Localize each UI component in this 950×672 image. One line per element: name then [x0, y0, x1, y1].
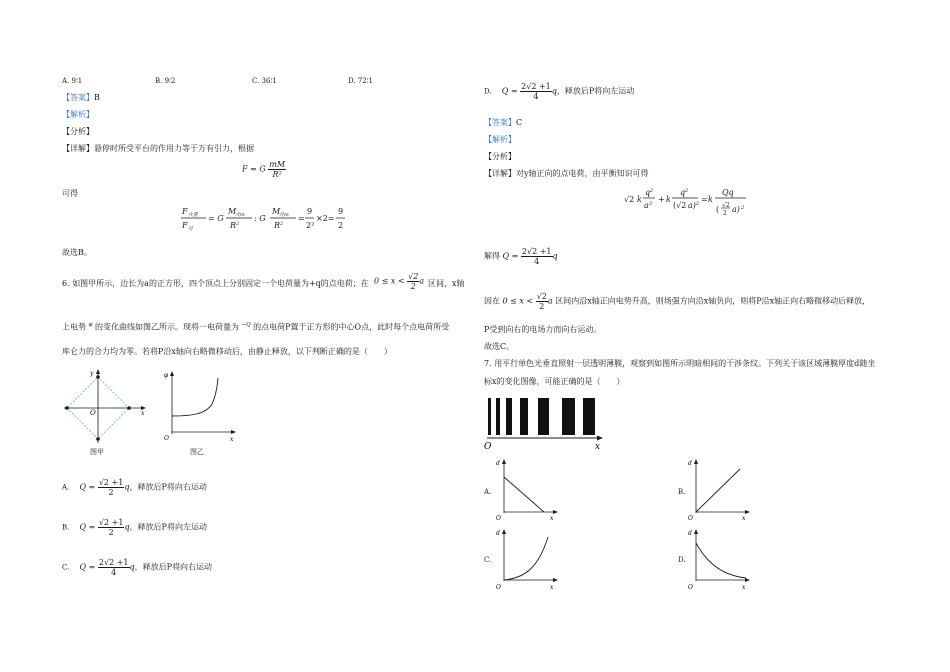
- q6-d-tail: ，释放后P将向左运动: [556, 86, 635, 96]
- detail-text: 悬停时所受平台的作用力等于万有引力，根据: [94, 144, 254, 153]
- q6-b-fraction: [98, 518, 125, 537]
- q6-a-tail: ，释放后P将向右运动: [129, 482, 207, 492]
- option-d-q5: D. 72∶1: [348, 77, 373, 85]
- svg-text:k: k: [637, 195, 642, 204]
- solution-num: 2√2 +1: [521, 247, 552, 256]
- q6-range: [374, 272, 424, 291]
- analysis-tag-q6: 【解析】: [484, 135, 516, 144]
- answer-line: [62, 93, 100, 103]
- detail-line: [62, 144, 254, 154]
- svg-text:×2=: ×2=: [316, 214, 335, 223]
- q6-line2: [62, 320, 449, 333]
- svg-text:k: k: [708, 195, 713, 204]
- reason-a: a: [547, 296, 553, 306]
- svg-text:M: M: [272, 207, 281, 216]
- svg-text:月: 月: [188, 226, 194, 232]
- svg-text:=: =: [298, 214, 305, 223]
- solution-q-small: q: [552, 251, 558, 261]
- q6-a-den: 2: [108, 488, 114, 497]
- q6-a-fraction: [98, 478, 125, 497]
- reason-start: 因在: [484, 296, 500, 306]
- svg-text:k: k: [666, 195, 671, 204]
- a-o: O: [496, 515, 501, 522]
- q7-line2: 标x的变化图像，可能正确的是（ ）: [484, 377, 625, 386]
- analysis-tag: 【解析】: [62, 110, 94, 119]
- svg-text:a): a): [732, 205, 740, 214]
- range-den: 2: [410, 282, 416, 291]
- balance-equation: [622, 184, 752, 220]
- option-c-q5: C. 36∶1: [252, 77, 277, 85]
- q6-line1: [62, 279, 369, 289]
- svg-text:火星: 火星: [188, 212, 199, 218]
- q7-text-1: 用平行单色光垂直照射一层透明薄膜，观察到如图所示明暗相间的干涉条纹。下列关于该区域薄膜厚度d随坐: [494, 359, 876, 368]
- range-num: √2: [408, 272, 419, 281]
- q6-text-1: 如图甲所示，边长为a的正方形，四个顶点上分别固定一个电荷量为+q的点电荷；在: [72, 279, 369, 288]
- c-x: x: [550, 584, 554, 591]
- figure-jia: [62, 365, 152, 445]
- q6-d-fraction: [520, 82, 552, 101]
- detail-label-q6: 【详解】: [484, 169, 516, 178]
- q7-option-d-label: D.: [678, 556, 686, 564]
- q6-b-label: B.: [62, 523, 70, 532]
- reason-range-lhs: 0 ≤ x <: [502, 296, 534, 306]
- q6-option-a: A. Q = $\frac{√2 +1}{2}$ q，释放后P将向右运动: [62, 478, 207, 497]
- svg-text:F: F: [182, 207, 188, 216]
- q6-c-fraction: [98, 558, 130, 577]
- q6-b-q-small: q: [124, 522, 130, 532]
- q6-c-q: Q: [79, 562, 87, 572]
- d-d: d: [688, 530, 692, 537]
- svg-text:√2: √2: [722, 202, 730, 209]
- svg-text:q: q: [645, 188, 651, 197]
- svg-text:2: 2: [338, 221, 344, 230]
- svg-text:a: a: [644, 201, 649, 210]
- q7-option-b-label: B.: [678, 488, 686, 496]
- figure-yi: [162, 368, 242, 443]
- range-fraction: [407, 272, 419, 291]
- q6-a-label: A.: [62, 483, 70, 492]
- svg-text:+: +: [658, 195, 665, 204]
- svg-text:2²: 2²: [306, 221, 315, 230]
- fringe-origin: O: [484, 442, 492, 452]
- b-o: O: [688, 515, 693, 522]
- q6-d-num: 2√2 +1: [521, 82, 551, 91]
- q6-line1-end: 区间，x轴: [428, 279, 465, 288]
- detail-line-q6: [484, 169, 649, 179]
- conclusion-q6: 故选C。: [484, 342, 515, 351]
- q6-option-d: D. Q = $\frac{2√2 +1}{4}$ q，释放后P将向左运动: [484, 82, 635, 101]
- solution-den: 4: [534, 257, 540, 266]
- q6-d-den: 4: [533, 92, 539, 101]
- conclusion-q5: 故选B。: [62, 248, 92, 257]
- q7-graph-b: [684, 457, 754, 522]
- svg-text:(: (: [716, 205, 720, 214]
- svg-text:2: 2: [723, 210, 727, 217]
- b-x: x: [742, 515, 746, 522]
- svg-text:q: q: [680, 188, 686, 197]
- q6-c-label: C.: [62, 563, 70, 572]
- q6-c-den: 4: [111, 568, 117, 577]
- fringe-x: x: [595, 442, 601, 452]
- solution-q: Q: [502, 251, 510, 261]
- answer-value-q6: C: [516, 118, 523, 127]
- solution-fraction: [521, 247, 553, 266]
- svg-text:a): a): [688, 201, 696, 210]
- formula-num: mM: [269, 160, 286, 169]
- jiede-label: 解得: [484, 251, 500, 261]
- yi-phi-label: φ: [164, 372, 169, 379]
- svg-text:F: F: [182, 221, 188, 230]
- yi-origin-label: O: [164, 435, 169, 442]
- reason-line2: P受到向右的电场力而向右运动。: [484, 325, 602, 334]
- formula-lhs: F = G: [242, 164, 266, 174]
- svg-text:2: 2: [236, 221, 240, 227]
- q6-c-num: 2√2 +1: [98, 558, 129, 567]
- q6-d-q-small: q: [551, 86, 557, 96]
- q7-option-c-label: C.: [484, 556, 492, 564]
- solution-line: 解得 Q = $\frac{2√2 +1}{4}$ q: [484, 247, 558, 266]
- option-b-q5: B. 9∶2: [155, 77, 176, 85]
- fenxi-label-q6: 【分析】: [484, 152, 516, 161]
- yi-x-label: x: [230, 436, 234, 443]
- svg-text:Qq: Qq: [722, 188, 734, 197]
- q6-b-den: 2: [108, 528, 114, 537]
- ratio-formula: [180, 205, 350, 233]
- q6-number: 6.: [62, 279, 70, 288]
- reason-fraction: [536, 292, 548, 311]
- formula-fraction: [268, 160, 286, 179]
- a-x: x: [550, 515, 554, 522]
- svg-text:9: 9: [338, 207, 344, 216]
- phi-symbol: φ: [88, 322, 93, 328]
- q6-line2-start: 上电势: [62, 322, 86, 332]
- reason-den: 2: [539, 302, 545, 311]
- q6-line2-mid: 的变化曲线如图乙所示。现将一电荷量为: [94, 322, 239, 332]
- q6-a-q-small: q: [124, 482, 130, 492]
- svg-text:: G: : G: [254, 214, 266, 223]
- svg-text:(√2: (√2: [673, 201, 687, 210]
- svg-text:M: M: [228, 207, 237, 216]
- keyi-text: 可得: [62, 189, 78, 198]
- q7-graph-c: [492, 527, 562, 592]
- reason-mid: 区间内沿x轴正向电势升高，则场强方向沿x轴负向，则将P沿x轴正向右略微移动后释放，: [555, 296, 871, 306]
- jia-origin-label: O: [90, 409, 96, 417]
- option-a-q5: A. 9∶1: [62, 77, 83, 85]
- range-a: a: [419, 276, 425, 286]
- c-d: d: [496, 530, 500, 537]
- svg-text:2: 2: [685, 188, 689, 194]
- formula-den: R²: [272, 170, 282, 179]
- svg-text:R: R: [274, 221, 281, 230]
- neg-q-symbol: −Q: [241, 322, 251, 328]
- fringe-figure: [484, 394, 609, 452]
- q7-option-a-label: A.: [484, 488, 492, 496]
- q6-d-q: Q: [501, 86, 509, 96]
- answer-value: B: [94, 93, 100, 102]
- reason-line: [484, 292, 870, 311]
- answer-tag-q6: 【答案】: [484, 118, 516, 127]
- svg-text:2: 2: [649, 201, 653, 207]
- figure-jia-caption: 图甲: [90, 448, 104, 456]
- q6-line3: 库仑力的合力均为零。若将P沿x轴向右略微移动后，由静止释放，以下判断正确的是（ ）: [62, 347, 392, 356]
- range-lhs: 0 ≤ x <: [374, 276, 405, 286]
- svg-text:=: =: [701, 195, 708, 204]
- c-o: O: [496, 584, 501, 591]
- svg-text:9: 9: [307, 207, 313, 216]
- answer-line-q6: [484, 118, 522, 128]
- figure-yi-caption: 图乙: [190, 448, 204, 456]
- formula-gravity: [242, 160, 286, 179]
- q6-option-c: C. Q = $\frac{2√2 +1}{4}$ q，释放后P将向右运动: [62, 558, 213, 577]
- q6-option-b: B. Q = $\frac{√2 +1}{2}$ q，释放后P将向左运动: [62, 518, 207, 537]
- q6-c-tail: ，释放后P将向右运动: [134, 562, 213, 572]
- q7-graph-d: [684, 527, 754, 592]
- svg-text:火m: 火m: [235, 212, 245, 218]
- q6-c-q-small: q: [129, 562, 135, 572]
- svg-text:月m: 月m: [279, 212, 289, 218]
- svg-text:2: 2: [650, 188, 654, 194]
- fenxi-label: 【分析】: [62, 127, 94, 136]
- q6-a-num: √2 +1: [98, 478, 124, 487]
- svg-text:2: 2: [696, 201, 700, 207]
- b-d: d: [688, 460, 692, 467]
- svg-text:√2: √2: [624, 195, 635, 204]
- svg-text:2: 2: [741, 205, 745, 211]
- a-d: d: [496, 460, 500, 467]
- reason-num: √2: [536, 292, 547, 301]
- jia-y-label: y: [90, 370, 94, 377]
- d-o: O: [688, 584, 693, 591]
- detail-label: 【详解】: [62, 144, 94, 153]
- q6-d-label: D.: [484, 87, 492, 96]
- jia-x-label: x: [141, 410, 145, 417]
- q6-b-q: Q: [79, 522, 87, 532]
- svg-text:R: R: [230, 221, 237, 230]
- q6-a-q: Q: [79, 482, 87, 492]
- q7-line1: [484, 359, 875, 369]
- svg-text:= G: = G: [208, 214, 224, 223]
- q6-b-num: √2 +1: [98, 518, 124, 527]
- answer-tag: 【答案】: [62, 93, 94, 102]
- q7-graph-a: [492, 457, 562, 522]
- detail-text-q6: 对y轴正向的点电荷，由平衡知识可得: [516, 169, 649, 178]
- svg-text:2: 2: [280, 221, 284, 227]
- q6-line2-end: 的点电荷P置于正方形的中心O点，此时每个点电荷所受: [253, 322, 450, 332]
- q7-number: 7.: [484, 359, 492, 368]
- d-x: x: [742, 584, 746, 591]
- q6-b-tail: ，释放后P将向左运动: [129, 522, 207, 532]
